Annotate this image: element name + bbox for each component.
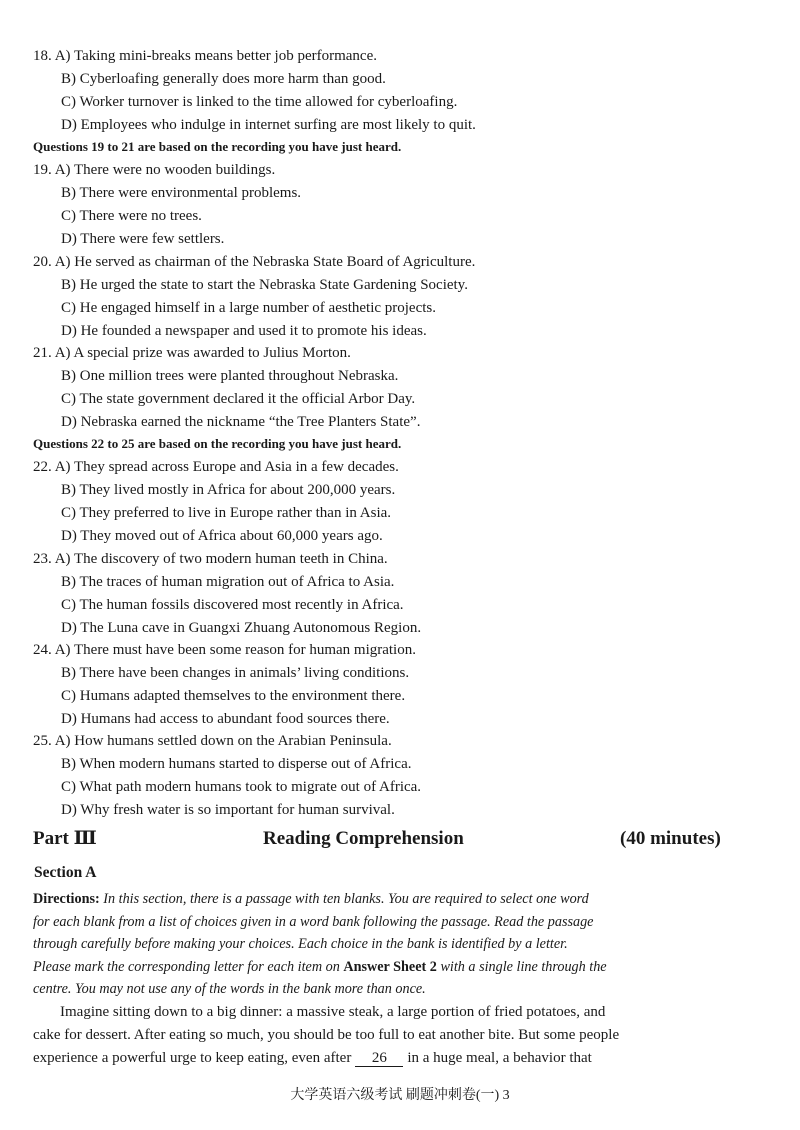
- question-18-option-b: B) Cyberloafing generally does more harm than good.: [61, 71, 386, 87]
- passage-line-2: cake for dessert. After eating so much, you should be too full to eat another bite. But some people: [33, 1027, 620, 1043]
- question-24-option-d: D) Humans had access to abundant food sources there.: [61, 711, 390, 727]
- passage-line-1: Imagine sitting down to a big dinner: a massive steak, a large portion of fried potatoes, and: [60, 1004, 606, 1020]
- question-19-option-b: B) There were environmental problems.: [61, 185, 302, 201]
- directions-label: Directions:: [33, 891, 100, 907]
- question-18-option-d: D) Employees who indulge in internet surfing are most likely to quit.: [61, 117, 476, 133]
- question-24-option-a: 24. A) There must have been some reason for human migration.: [33, 642, 416, 658]
- questions-22-25-header: Questions 22 to 25 are based on the recording you have just heard.: [33, 436, 402, 451]
- question-20-option-a: 20. A) He served as chairman of the Nebraska State Board of Agriculture.: [33, 254, 476, 270]
- question-23-option-c: C) The human fossils discovered most recently in Africa.: [61, 597, 404, 613]
- question-21-option-a: 21. A) A special prize was awarded to Julius Morton.: [33, 345, 351, 361]
- directions-line-1: Directions: In this section, there is a passage with ten blanks. You are required to select one word: [33, 891, 589, 907]
- question-21-option-d: D) Nebraska earned the nickname “the Tree Planters State”.: [61, 414, 421, 430]
- question-19-option-c: C) There were no trees.: [61, 208, 202, 224]
- question-18-option-a: 18. A) Taking mini-breaks means better job performance.: [33, 48, 377, 64]
- question-22-option-b: B) They lived mostly in Africa for about 200,000 years.: [61, 482, 396, 498]
- question-20-option-c: C) He engaged himself in a large number of aesthetic projects.: [61, 300, 437, 316]
- directions-line-5: centre. You may not use any of the words in the bank more than once.: [33, 981, 426, 997]
- question-21-option-b: B) One million trees were planted throughout Nebraska.: [61, 368, 399, 384]
- question-21-option-c: C) The state government declared it the official Arbor Day.: [61, 391, 416, 407]
- directions-line-3: through carefully before making your choices. Each choice in the bank is identified by a letter.: [33, 936, 568, 952]
- question-24-option-c: C) Humans adapted themselves to the environment there.: [61, 688, 406, 704]
- passage-line-3: experience a powerful urge to keep eating, even after 26 in a huge meal, a behavior that: [33, 1050, 592, 1066]
- question-20-option-b: B) He urged the state to start the Nebraska State Gardening Society.: [61, 277, 468, 293]
- question-25-option-c: C) What path modern humans took to migrate out of Africa.: [61, 779, 422, 795]
- question-22-option-c: C) They preferred to live in Europe rather than in Asia.: [61, 505, 392, 521]
- question-23-option-a: 23. A) The discovery of two modern human teeth in China.: [33, 551, 388, 567]
- question-20-option-d: D) He founded a newspaper and used it to promote his ideas.: [61, 323, 427, 339]
- question-19-option-d: D) There were few settlers.: [61, 231, 225, 247]
- question-18-option-c: C) Worker turnover is linked to the time allowed for cyberloafing.: [61, 94, 458, 110]
- part-title: Reading Comprehension: [263, 828, 464, 849]
- question-23-option-d: D) The Luna cave in Guangxi Zhuang Autonomous Region.: [61, 620, 422, 636]
- question-19-option-a: 19. A) There were no wooden buildings.: [33, 162, 276, 178]
- question-22-option-d: D) They moved out of Africa about 60,000 years ago.: [61, 528, 383, 544]
- question-25-option-b: B) When modern humans started to disperse out of Africa.: [61, 756, 412, 772]
- directions-line-2: for each blank from a list of choices given in a word bank following the passage. Read the passage: [33, 914, 594, 930]
- part-label: Part Ⅲ: [33, 828, 97, 849]
- part-time: (40 minutes): [620, 828, 721, 849]
- directions-line-4: Please mark the corresponding letter for each item on Answer Sheet 2 with a single line through the: [33, 959, 607, 975]
- section-heading: Section A: [34, 864, 97, 881]
- question-24-option-b: B) There have been changes in animals’ living conditions.: [61, 665, 410, 681]
- page-footer: 大学英语六级考试 刷题冲刺卷(一) 3: [290, 1088, 510, 1103]
- answer-sheet-ref: Answer Sheet 2: [343, 959, 437, 975]
- question-25-option-a: 25. A) How humans settled down on the Arabian Peninsula.: [33, 733, 392, 749]
- question-22-option-a: 22. A) They spread across Europe and Asia in a few decades.: [33, 459, 399, 475]
- questions-19-21-header: Questions 19 to 21 are based on the recording you have just heard.: [33, 139, 402, 154]
- blank-26: 26: [355, 1050, 403, 1067]
- question-25-option-d: D) Why fresh water is so important for human survival.: [61, 802, 395, 818]
- question-23-option-b: B) The traces of human migration out of Africa to Asia.: [61, 574, 395, 590]
